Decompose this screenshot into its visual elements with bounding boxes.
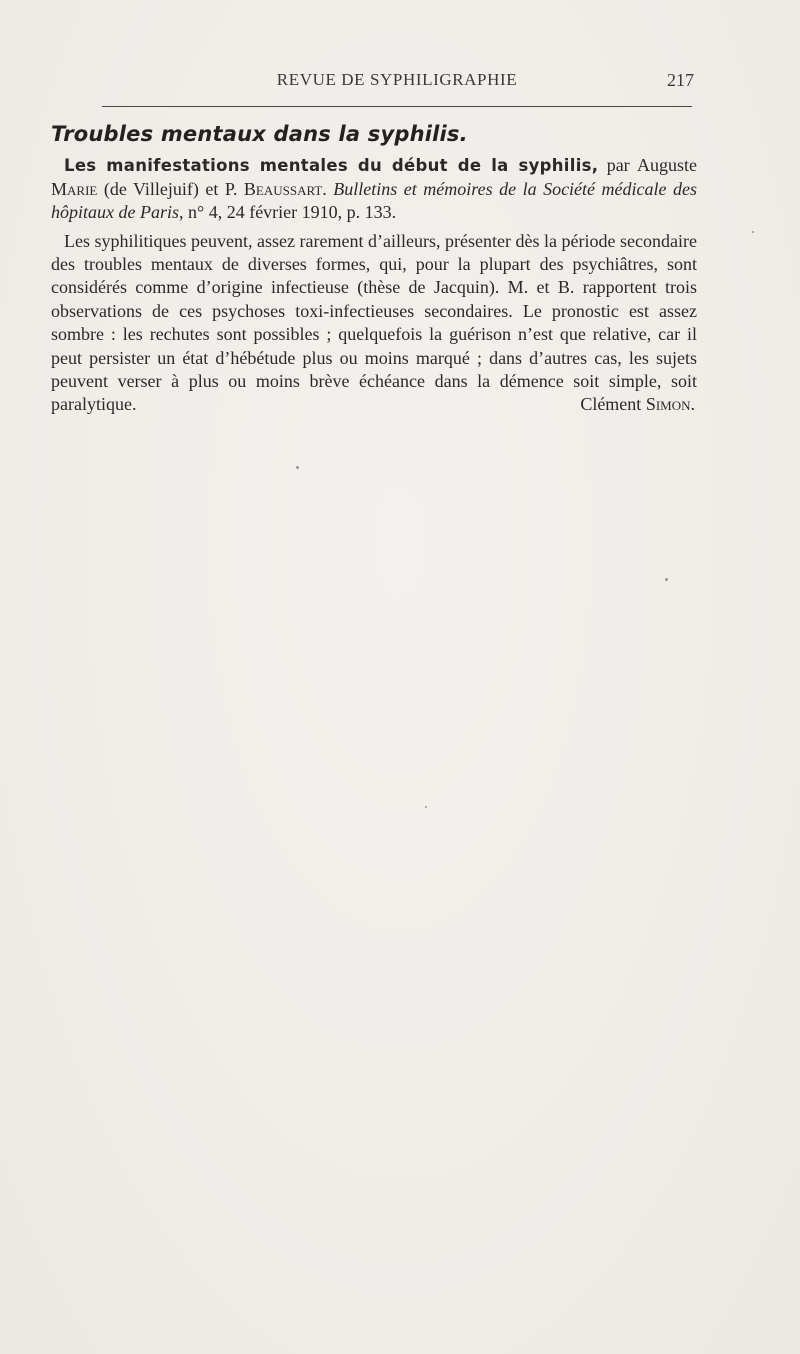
citation-by: par Auguste [598, 155, 698, 175]
abstract-body: Les syphilitiques peuvent, assez rarement d’ailleurs, présenter dès la période secondaire des troubles mentaux de diverses formes, qui, pour la plupart des psychiâtres, sont considérés comme d’origine infectieuse (thèse de Jacquin). M. et B. rapportent trois observations de ces psychoses toxi-infectieuses secondaires. Le pronostic est assez sombre : les rechutes sont possibles ; quelquefois la guérison n’est que relative, car il peut persister un état d’hébétude plus ou moins marqué ; dans d’autres cas, les sujets peuvent verser à plus ou moins brève échéance dans la démence soit simple, soit paralytique. [51, 230, 697, 415]
author-name: Marie [51, 178, 98, 199]
signature [567, 393, 695, 416]
citation-details: , n° 4, 24 février 1910, p. 133. [179, 202, 397, 222]
signature-last-name: Simon [645, 394, 691, 415]
running-title: REVUE DE SYPHILIGRAPHIE [276, 70, 518, 89]
article [51, 120, 697, 417]
signature-first-name: Clément [580, 394, 646, 415]
author-affiliation: (de Villejuif) et P. [97, 178, 244, 199]
running-header [100, 70, 694, 96]
page-number: 217 [667, 70, 694, 90]
abstract-text [51, 230, 697, 417]
citation-separator: . [322, 178, 334, 199]
coauthor-name: Beaussart [243, 178, 323, 199]
paper-speck [296, 466, 299, 469]
section-title: Troubles mentaux dans la syphilis. [51, 122, 468, 146]
paper-speck [752, 231, 754, 233]
citation [51, 154, 697, 225]
journal-title: Bulletins et mémoires de la Société médicale des hôpitaux de Paris [51, 178, 697, 222]
header-rule [102, 106, 692, 107]
signature-period: . [690, 394, 695, 415]
cited-article-title: Les manifestations mentales du début de la syphilis, [64, 156, 599, 175]
paper-speck [665, 578, 668, 581]
paper-speck [425, 806, 427, 808]
